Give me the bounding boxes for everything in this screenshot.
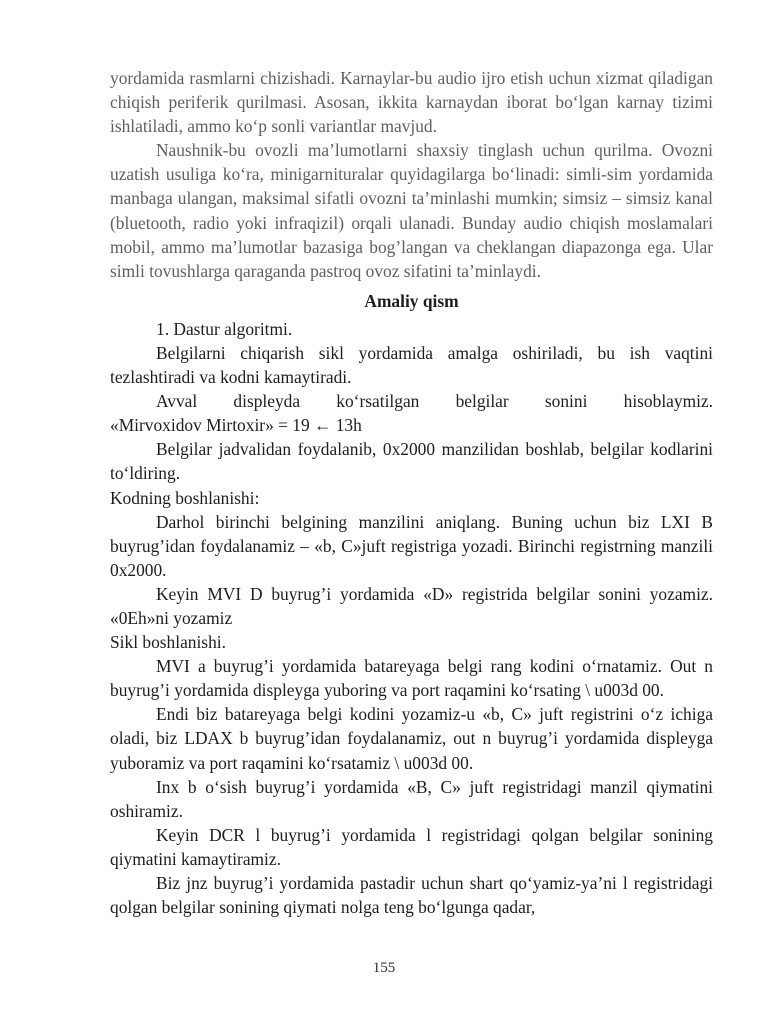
paragraph-mvi-d: Keyin MVI D buyrug’i yordamida «D» registrida belgilar sonini yozamiz. «0Eh»ni yozamiz — [110, 583, 713, 628]
algorithm-item: 1. Dastur algoritmi. — [156, 318, 293, 339]
section-heading: Amaliy qism — [364, 290, 459, 311]
loop-start-label: Sikl boshlanishi. — [110, 632, 226, 653]
paragraph-lxi: Darhol birinchi belgining manzilini aniqlang. Buning uchun biz LXI B buyrug’idan foydalanamiz – «b, C»juft registriga yozadi. Birinchi registrning manzili 0x2000. — [110, 511, 713, 580]
paragraph-ldax: Endi biz batareyaga belgi kodini yozamiz-u «b, C» juft registrini o‘z ichiga oladi, biz LDAX b buyrug’idan foydalanamiz, out n buyrug’i yordamida displeyga yuboramiz va port raqamini ko‘rsatamiz \ u003d 00. — [110, 704, 713, 773]
paragraph-speakers: yordamida rasmlarni chizishadi. Karnaylar-bu audio ijro etish uchun xizmat qiladigan chiqish periferik qurilmasi. Asosan, ikkita karnaydan iborat bo‘lgan karnay tizimi ishlatiladi, ammo ko‘p sonli variantlar mavjud. — [110, 68, 713, 137]
paragraph-mvi-a: MVI a buyrug’i yordamida batareyaga belgi rang kodini o‘rnatamiz. Out n buyrug’i yordamida displeyga yuboring va port raqamini ko‘rsating \ u003d 00. — [110, 656, 713, 701]
paragraph-jnz: Biz jnz buyrug’i yordamida pastadir uchun shart qo‘yamiz-ya’ni l registridagi qolgan belgilar sonining qiymati nolga teng bo‘lgunga qadar, — [110, 873, 713, 918]
paragraph-count-formula: «Mirvoxidov Mirtoxir» = 19 ← 13h — [110, 415, 362, 436]
page-number: 155 — [372, 960, 396, 976]
practical-section — [110, 317, 713, 919]
paragraph-fill-codes: Belgilar jadvalidan foydalanib, 0x2000 manzilidan boshlab, belgilar kodlarini to‘ldiring. — [110, 439, 713, 484]
body-text — [110, 66, 713, 919]
paragraph-loop-output: Belgilarni chiqarish sikl yordamida amalga oshiriladi, bu ish vaqtini tezlashtiradi va kodni kamaytiradi. — [110, 342, 713, 388]
paragraph-dcr: Keyin DCR l buyrug’i yordamida l registridagi qolgan belgilar sonining qiymatini kamaytiramiz. — [110, 824, 713, 869]
paragraph-inx: Inx b o‘sish buyrug’i yordamida «B, C» juft registridagi manzil qiymatini oshiramiz. — [110, 776, 713, 821]
code-start-label: Kodning boshlanishi: — [110, 487, 260, 508]
paragraph-headphones: Naushnik-bu ovozli ma’lumotlarni shaxsiy tinglash uchun qurilma. Ovozni uzatish usuliga ko‘ra, minigarnituralar quyidagilarga bo‘linadi: simli-sim yordamida manbaga ulangan, maksimal sifatli ovozni ta’minlashi mumkin; simsiz – simsiz kanal (bluetooth, radio yoki infraqizil) orqali ulanadi. Bunday audio chiqish moslamalari mobil, ammo ma’lumotlar bazasiga bog’langan va cheklangan diapazonga ega. Ular simli tovushlarga qaraganda pastroq ovoz sifatini ta’minlaydi. — [110, 140, 713, 281]
paragraph-count-line: Avval displeyda ko‘rsatilgan belgilar sonini hisoblaymiz. — [156, 391, 713, 412]
